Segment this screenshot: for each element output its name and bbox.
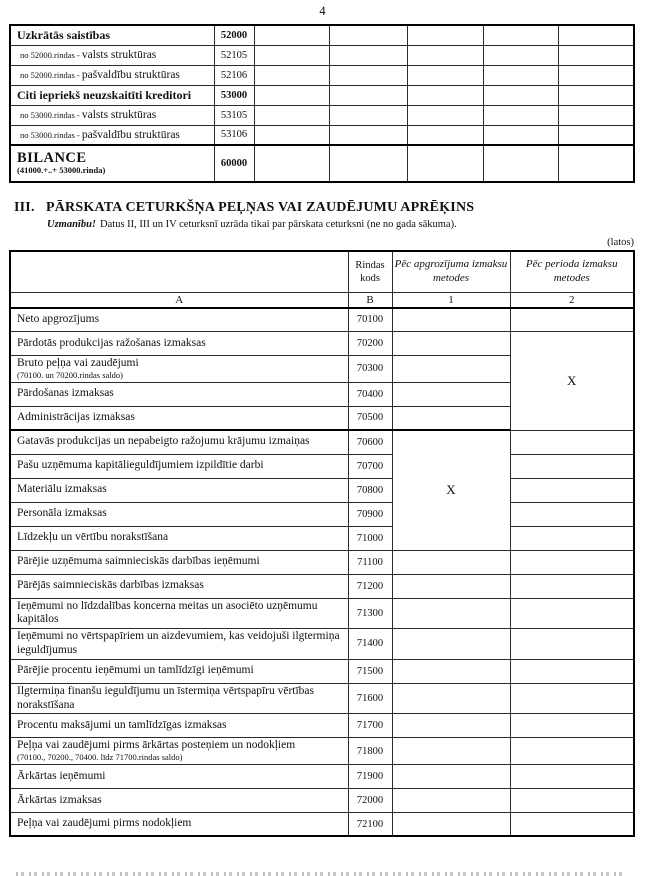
row-label: Pārdotās produkcijas ražošanas izmaksas xyxy=(10,332,348,356)
method1-cell xyxy=(392,812,510,836)
row-label: Ilgtermiņa finanšu ieguldījumu un īstermiņa vērtspapīru vērtības norakstīšana xyxy=(10,683,348,714)
method1-cell xyxy=(392,332,510,356)
value-cell xyxy=(407,145,483,182)
method1-cell xyxy=(392,356,510,383)
row-label: Pārējie uzņēmuma saimnieciskās darbības ieņēmumi xyxy=(10,550,348,574)
section-title: PĀRSKATA CETURKŠŅA PEĻŅAS VAI ZAUDĒJUMU APRĒĶINS xyxy=(46,200,475,215)
row-code: 70700 xyxy=(348,454,392,478)
table-row xyxy=(10,430,634,454)
row-code: 53000 xyxy=(214,85,254,105)
row-label: Personāla izmaksas xyxy=(10,502,348,526)
section-heading xyxy=(14,200,645,216)
value-cell xyxy=(483,65,558,85)
row-code: 70900 xyxy=(348,502,392,526)
col-letter-b: B xyxy=(348,292,392,308)
row-code: 71000 xyxy=(348,526,392,550)
method2-cell xyxy=(510,629,634,660)
row-label: Pārējās saimnieciskās darbības izmaksas xyxy=(10,574,348,598)
value-cell xyxy=(254,85,329,105)
row-code: 72100 xyxy=(348,812,392,836)
method1-cell xyxy=(392,714,510,738)
table-row xyxy=(10,65,634,85)
table-row xyxy=(10,145,634,182)
col-letter-1: 1 xyxy=(392,292,510,308)
method1-cell xyxy=(392,738,510,765)
value-cell xyxy=(407,65,483,85)
value-cell xyxy=(407,125,483,145)
table-row xyxy=(10,105,634,125)
header-rindas-kods: Rindas kods xyxy=(348,251,392,292)
method1-cell xyxy=(392,308,510,332)
row-code: 70300 xyxy=(348,356,392,383)
header-method-period: Pēc perioda izmaksu metodes xyxy=(510,251,634,292)
table-row xyxy=(10,598,634,629)
row-code: 70800 xyxy=(348,478,392,502)
method2-cell xyxy=(510,478,634,502)
method1-cell xyxy=(392,764,510,788)
value-cell xyxy=(329,125,407,145)
table-row xyxy=(10,659,634,683)
row-code: 70400 xyxy=(348,382,392,406)
row-label: no 52000.rindas - valsts struktūras xyxy=(10,45,214,65)
value-cell xyxy=(407,25,483,45)
row-code: 71300 xyxy=(348,598,392,629)
method2-cell xyxy=(510,738,634,765)
value-cell xyxy=(254,125,329,145)
value-cell xyxy=(483,25,558,45)
balance-table xyxy=(9,24,635,183)
method1-cell xyxy=(392,382,510,406)
table-row xyxy=(10,574,634,598)
value-cell xyxy=(558,45,634,65)
row-label: Peļņa vai zaudējumi pirms ārkārtas posteņiem un nodokļiem (70100., 70200., 70400. līdz 71700.rindas saldo) xyxy=(10,738,348,765)
row-code: 53106 xyxy=(214,125,254,145)
method2-cell xyxy=(510,788,634,812)
method2-cell xyxy=(510,812,634,836)
row-label: Pārējie procentu ieņēmumi un tamlīdzīgi ieņēmumi xyxy=(10,659,348,683)
row-code: 70100 xyxy=(348,308,392,332)
row-code: 71900 xyxy=(348,764,392,788)
row-code: 53105 xyxy=(214,105,254,125)
row-code: 52000 xyxy=(214,25,254,45)
row-label: Uzkrātās saistības xyxy=(10,25,214,45)
x-mark-cell: X xyxy=(392,430,510,550)
table-row xyxy=(10,714,634,738)
value-cell xyxy=(329,105,407,125)
value-cell xyxy=(407,45,483,65)
value-cell xyxy=(254,105,329,125)
row-label: Gatavās produkcijas un nepabeigto ražojumu krājumu izmaiņas xyxy=(10,430,348,454)
row-label: no 52000.rindas - pašvaldību struktūras xyxy=(10,65,214,85)
row-label: Procentu maksājumi un tamlīdzīgas izmaksas xyxy=(10,714,348,738)
method1-cell xyxy=(392,629,510,660)
method2-cell xyxy=(510,430,634,454)
value-cell xyxy=(329,65,407,85)
value-cell xyxy=(407,85,483,105)
row-label: Pašu uzņēmuma kapitālieguldījumiem izpildītie darbi xyxy=(10,454,348,478)
row-label: Ārkārtas izmaksas xyxy=(10,788,348,812)
row-code: 70600 xyxy=(348,430,392,454)
value-cell xyxy=(254,65,329,85)
row-label: Peļņa vai zaudējumi pirms nodokļiem xyxy=(10,812,348,836)
table-row xyxy=(10,125,634,145)
row-code: 72000 xyxy=(348,788,392,812)
method1-cell xyxy=(392,406,510,430)
x-mark-cell: X xyxy=(510,332,634,431)
row-code: 71700 xyxy=(348,714,392,738)
table-row xyxy=(10,45,634,65)
row-label: Līdzekļu un vērtību norakstīšana xyxy=(10,526,348,550)
table-row xyxy=(10,629,634,660)
method1-cell xyxy=(392,659,510,683)
value-cell xyxy=(329,145,407,182)
value-cell xyxy=(558,85,634,105)
header-method-turnover: Pēc apgrozījuma izmaksu metodes xyxy=(392,251,510,292)
row-code: 52105 xyxy=(214,45,254,65)
row-label: Citi iepriekš neuzskaitīti kreditori xyxy=(10,85,214,105)
value-cell xyxy=(407,105,483,125)
value-cell xyxy=(329,25,407,45)
table-row xyxy=(10,788,634,812)
row-label: Materiālu izmaksas xyxy=(10,478,348,502)
row-code: 71800 xyxy=(348,738,392,765)
row-code: 71600 xyxy=(348,683,392,714)
method2-cell xyxy=(510,764,634,788)
row-label: Administrācijas izmaksas xyxy=(10,406,348,430)
col-letter-2: 2 xyxy=(510,292,634,308)
table-row xyxy=(10,308,634,332)
method1-cell xyxy=(392,598,510,629)
row-code: 60000 xyxy=(214,145,254,182)
method2-cell xyxy=(510,550,634,574)
row-code: 71400 xyxy=(348,629,392,660)
row-label: Ieņēmumi no vērtspapīriem un aizdevumiem, kas veidojuši ilgtermiņa ieguldījumus xyxy=(10,629,348,660)
method2-cell xyxy=(510,598,634,629)
method2-cell xyxy=(510,502,634,526)
table-row xyxy=(10,764,634,788)
row-label: BILANCE (41000.+..+ 53000.rinda) xyxy=(10,145,214,182)
value-cell xyxy=(558,65,634,85)
row-label: Bruto peļņa vai zaudējumi (70100. un 70200.rindas saldo) xyxy=(10,356,348,383)
row-code: 52106 xyxy=(214,65,254,85)
page-number: 4 xyxy=(319,4,326,18)
header-item-blank xyxy=(10,251,348,292)
clipped-footnote-line xyxy=(16,872,625,876)
row-code: 71500 xyxy=(348,659,392,683)
method2-cell xyxy=(510,526,634,550)
table-row xyxy=(10,738,634,765)
method2-cell xyxy=(510,714,634,738)
row-label: Neto apgrozījums xyxy=(10,308,348,332)
row-label: Ieņēmumi no līdzdalības koncerna meitas un asociēto uzņēmumu kapitālos xyxy=(10,598,348,629)
value-cell xyxy=(254,145,329,182)
profit-loss-table xyxy=(9,250,635,837)
table-row xyxy=(10,502,634,526)
value-cell xyxy=(558,105,634,125)
section-numeral: III. xyxy=(14,200,35,215)
value-cell xyxy=(329,85,407,105)
row-label: no 53000.rindas - pašvaldību struktūras xyxy=(10,125,214,145)
method1-cell xyxy=(392,788,510,812)
table-row xyxy=(10,550,634,574)
table-row xyxy=(10,683,634,714)
method1-cell xyxy=(392,550,510,574)
table-row xyxy=(10,25,634,45)
value-cell xyxy=(558,145,634,182)
value-cell xyxy=(483,85,558,105)
value-cell xyxy=(329,45,407,65)
table-row xyxy=(10,478,634,502)
table-row xyxy=(10,812,634,836)
currency-unit-label: (latos) xyxy=(607,237,634,248)
notice-text: Datus II, III un IV ceturksnī uzrāda tikai par pārskata ceturksni (ne no gada sākuma). xyxy=(100,219,457,230)
table-row xyxy=(10,454,634,478)
method2-cell xyxy=(510,574,634,598)
col-letter-a: A xyxy=(10,292,348,308)
table-row xyxy=(10,332,634,356)
row-code: 71200 xyxy=(348,574,392,598)
value-cell xyxy=(254,25,329,45)
value-cell xyxy=(558,25,634,45)
row-label: no 53000.rindas - valsts struktūras xyxy=(10,105,214,125)
value-cell xyxy=(483,125,558,145)
value-cell xyxy=(254,45,329,65)
method2-cell xyxy=(510,308,634,332)
row-label: Ārkārtas ieņēmumi xyxy=(10,764,348,788)
value-cell xyxy=(558,125,634,145)
table-row xyxy=(10,526,634,550)
method1-cell xyxy=(392,683,510,714)
row-code: 70200 xyxy=(348,332,392,356)
row-code: 70500 xyxy=(348,406,392,430)
section-notice xyxy=(47,219,645,230)
table-row xyxy=(10,85,634,105)
value-cell xyxy=(483,145,558,182)
row-code: 71100 xyxy=(348,550,392,574)
value-cell xyxy=(483,45,558,65)
method2-cell xyxy=(510,454,634,478)
method2-cell xyxy=(510,683,634,714)
method2-cell xyxy=(510,659,634,683)
notice-lead: Uzmanību! xyxy=(47,219,97,230)
method1-cell xyxy=(392,574,510,598)
value-cell xyxy=(483,105,558,125)
row-label: Pārdošanas izmaksas xyxy=(10,382,348,406)
